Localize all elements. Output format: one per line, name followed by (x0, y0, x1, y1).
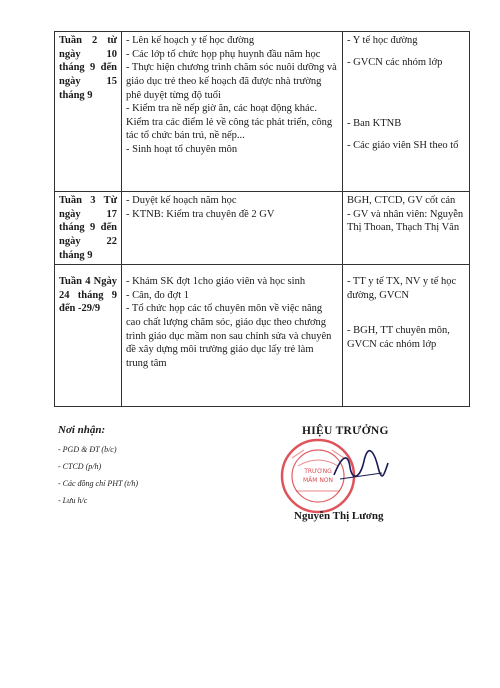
owner-item: - TT y tế TX, NV y tế học đường, GVCN (347, 276, 457, 301)
recipient-item: - Lưu h/c (58, 496, 88, 505)
recipient-item: - PGD & ĐT (b/c) (58, 445, 117, 454)
table-row (55, 192, 470, 265)
owner-item: - Ban KTNB (347, 118, 402, 130)
recipients-title: Nơi nhận: (58, 424, 106, 436)
task-item: - Tổ chức họp các tổ chuyên môn về việc nâng cao chất lượng chăm sóc, giáo dục theo chương trình giáo dục mầm non sau chỉnh sửa và chuyên đề xây dựng môi trường giáo dục lấy trẻ làm trung tâm (126, 303, 332, 370)
tasks-cell (122, 32, 343, 192)
owners-cell (343, 265, 470, 407)
owners-cell (343, 32, 470, 192)
week-cell: Tuần 2 từ ngày 10 tháng 9 đến ngày 15 tháng 9 (55, 32, 122, 192)
task-item: - Thực hiện chương trình chăm sóc nuôi dưỡng và giáo dục trẻ theo kế hoạch đã được nhà trường phê duyệt từng độ tuổi (126, 62, 337, 101)
recipient-item: - CTCD (p/h) (58, 462, 102, 471)
table-row (55, 32, 470, 192)
owners-cell (343, 192, 470, 265)
svg-text:MẦM NON: MẦM NON (302, 477, 334, 484)
recipient-item: - Các đồng chí PHT (t/h) (58, 479, 139, 488)
owner-item: BGH, CTCD, GV cốt cán (347, 195, 456, 206)
svg-text:TRƯỜNG: TRƯỜNG (304, 468, 332, 475)
week-label: Tuần 4 Ngày 24 tháng 9 đến -29/9 (59, 276, 117, 315)
table-row (55, 265, 470, 407)
principal-name: Nguyễn Thị Lương (294, 510, 384, 522)
task-item: - Khám SK đợt 1cho giáo viên và học sinh (126, 276, 306, 288)
week-cell (55, 265, 122, 407)
owner-item: - Các giáo viên SH theo tổ (347, 139, 459, 151)
task-item: - Kiểm tra nề nếp giờ ăn, các hoạt động khác. Kiểm tra các điểm lẻ về công tác phát triển, công tác tổ chức bán trú, nề nếp... (126, 103, 333, 142)
task-item: - Cân, đo đợt 1 (126, 289, 190, 301)
school-stamp (278, 436, 358, 516)
schedule-table (54, 31, 470, 407)
task-item: - Sinh hoạt tổ chuyên môn (126, 144, 238, 156)
owner-item: - GVCN các nhóm lớp (347, 56, 443, 68)
task-item: - Lên kế hoạch y tế học đường (126, 35, 255, 46)
principal-title: HIỆU TRƯỞNG (302, 425, 389, 437)
tasks-cell (122, 265, 343, 407)
task-item: - KTNB: Kiểm tra chuyên đề 2 GV (126, 208, 275, 220)
week-cell: Tuần 3 Từ ngày 17 tháng 9 đến ngày 22 tháng 9 (55, 192, 122, 265)
owner-item: - Y tế học đường (347, 35, 418, 46)
owner-item: - GV và nhân viên: Nguyễn Thị Thoan, Thạch Thị Vân (347, 208, 464, 234)
owner-item: - BGH, TT chuyên môn, GVCN các nhóm lớp (347, 325, 450, 351)
task-item: - Duyệt kế hoạch năm học (126, 195, 237, 206)
tasks-cell (122, 192, 343, 265)
handwritten-signature (330, 445, 390, 485)
task-item: - Các lớp tổ chức họp phụ huynh đầu năm học (126, 48, 321, 60)
